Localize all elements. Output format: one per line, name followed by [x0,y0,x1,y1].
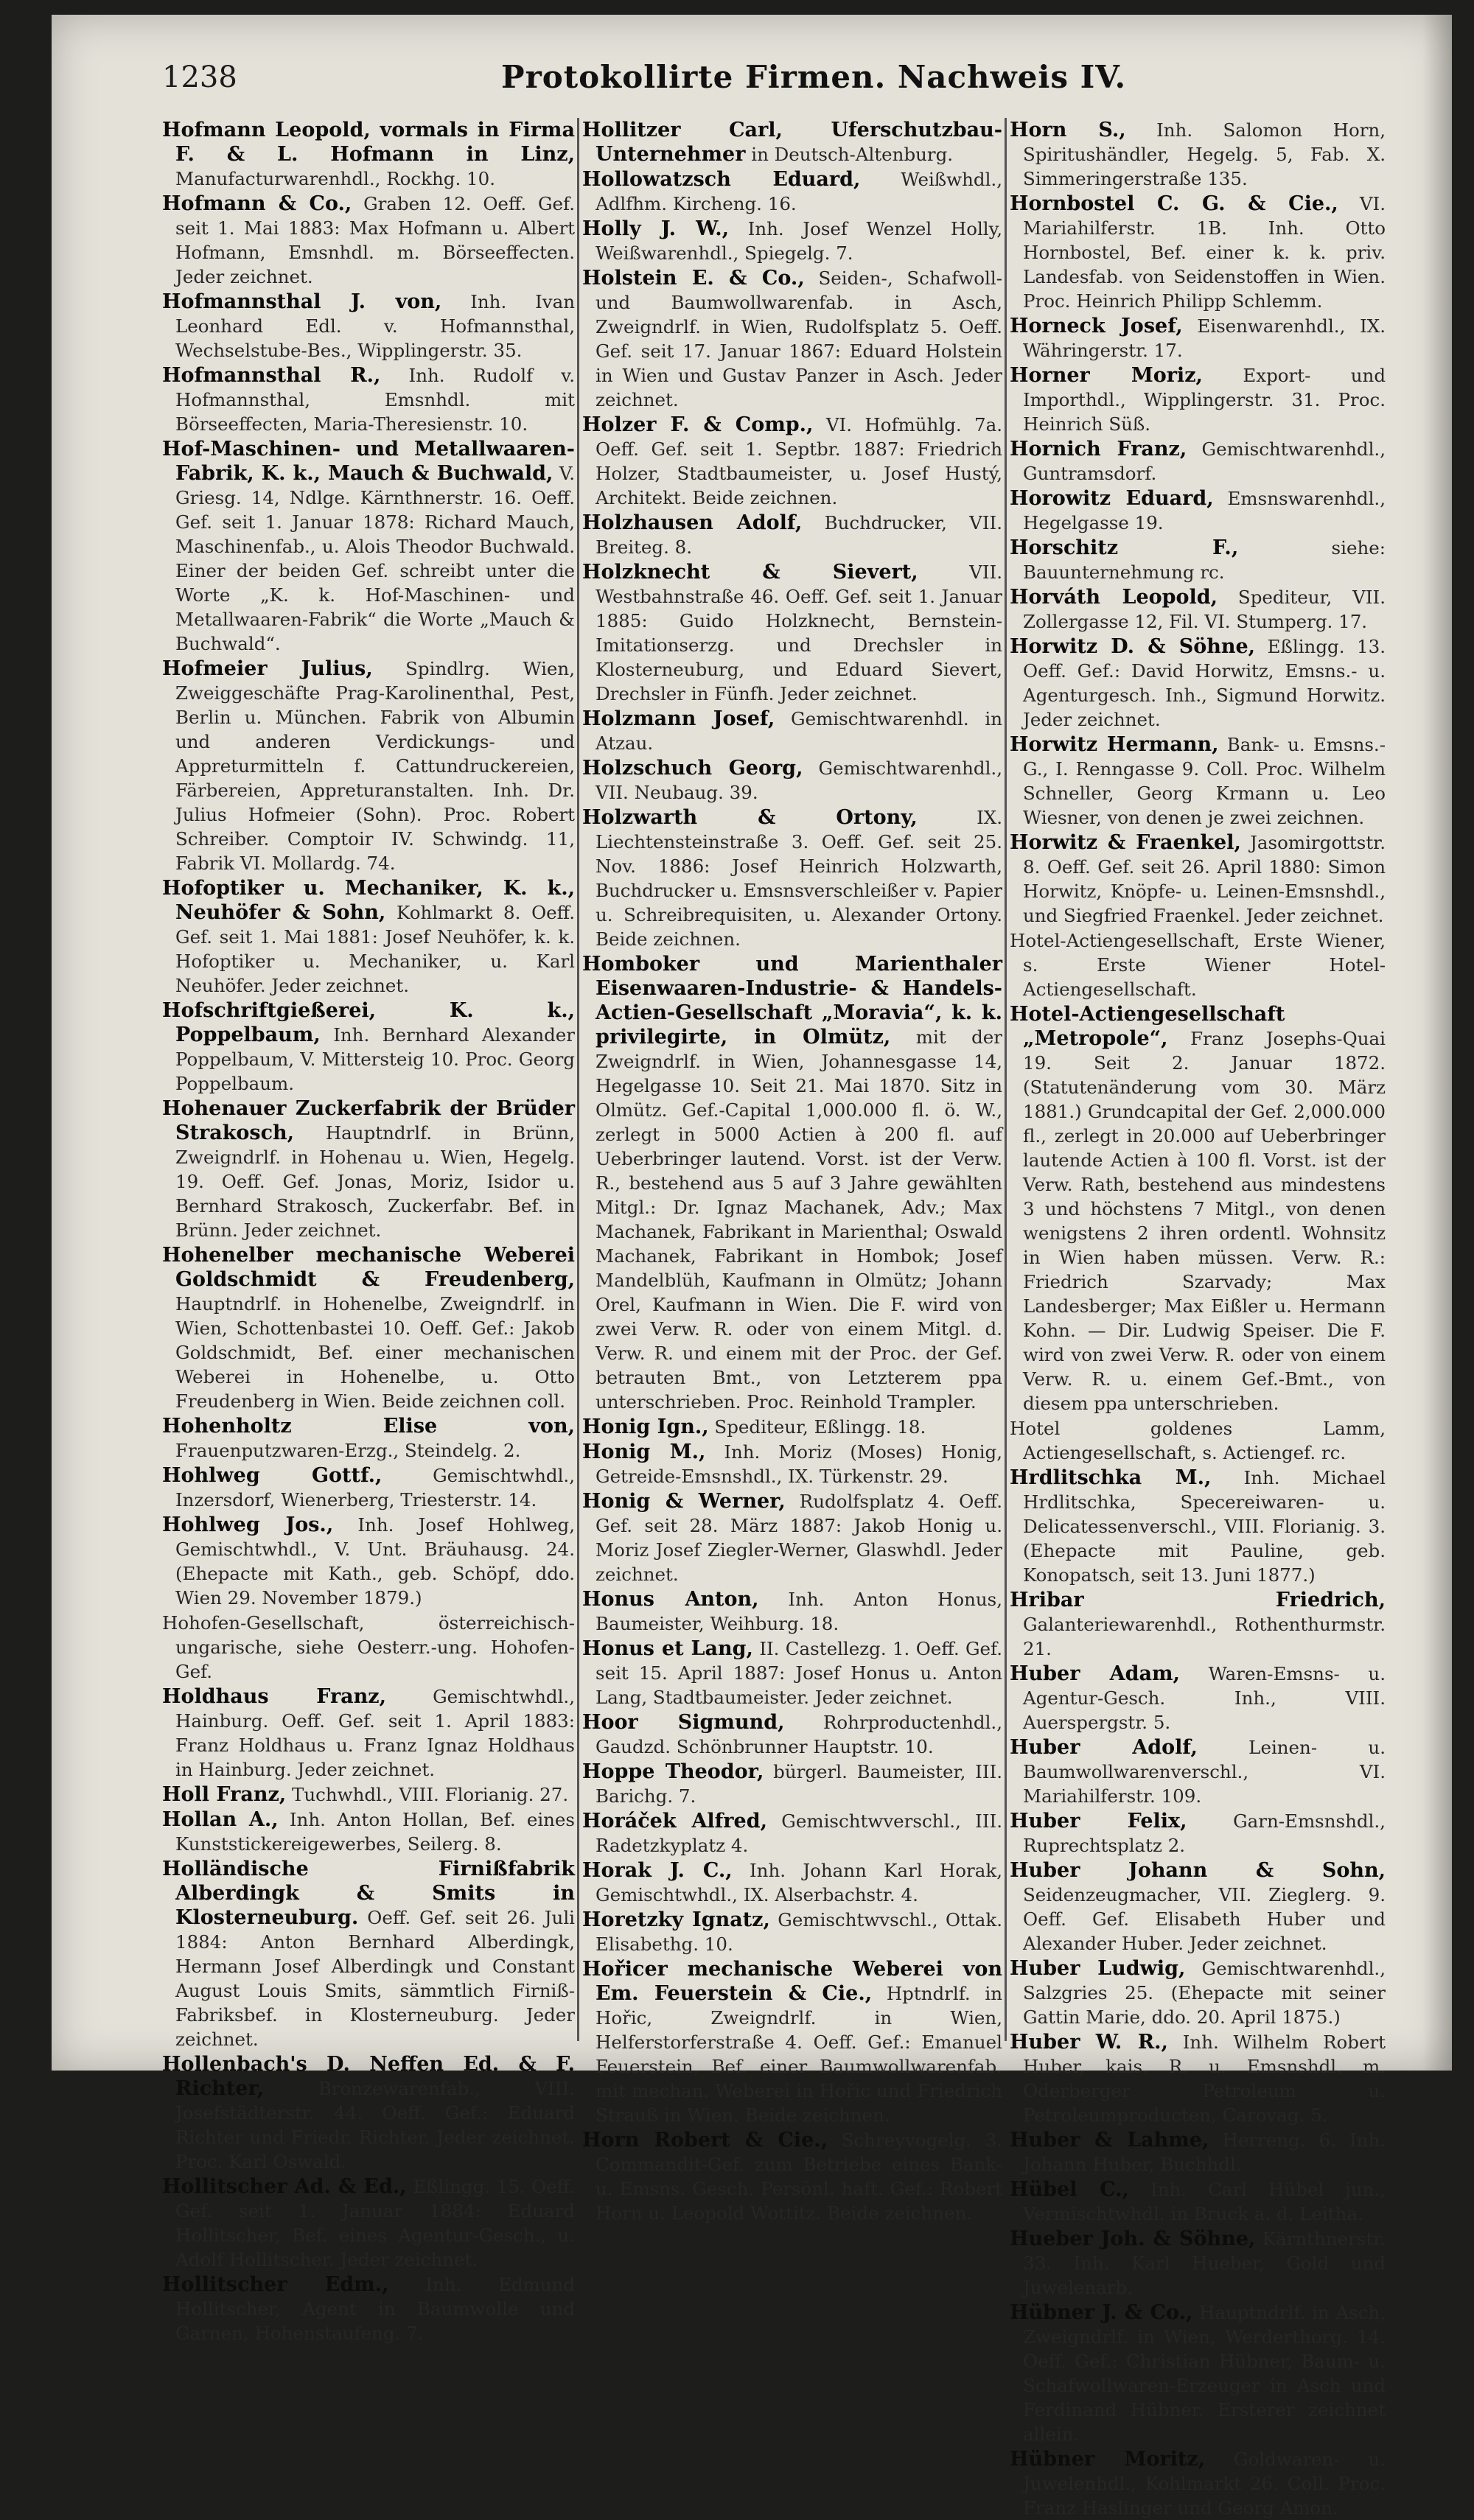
firm-name: Horwitz & Fraenkel, [1010,831,1241,854]
firm-name: Hrdlitschka M., [1010,1466,1212,1489]
directory-entry [582,217,1002,265]
directory-entry [582,756,1002,805]
firm-name: Hof-Maschinen- und Metallwaaren-Fabrik, K. k., Mauch & Buchwald, [162,438,575,485]
firm-details: Spediteur, VII. Zollergasse 12, Fil. VI. Stumperg. 17. [1023,587,1386,632]
firm-name: Hofoptiker u. Mechaniker, K. k., Neuhöfer & Sohn, [162,877,575,924]
firm-details: Seiden-, Schafwoll- und Baumwollwarenfab. in Asch, Zweigndrlf. in Wien, Rudolfsplatz 5. Oeff. Gef. seit 17. Januar 1867: Eduard Holstein in Wien und Gustav Panzer in Asch. Jeder zeichnet. [595,267,1002,410]
firm-details: Inh. Rudolf v. Hofmannsthal, Emsnhdl. mit Börseeffecten, Maria-Theresienstr. 10. [175,365,575,435]
firm-name: Horneck Josef, [1010,315,1183,337]
firm-details: Kärnthnerstr. 33. Inh. Karl Hueber, Gold und Juwelenarb. [1023,2228,1386,2298]
directory-entry [582,1637,1002,1709]
firm-name: Honus Anton, [582,1588,759,1611]
firm-details: Herreng. 6. Inh. Johann Huber, Buchhdl. [1023,2129,1386,2175]
directory-entry [162,1463,575,1512]
directory-entry [162,1684,575,1782]
directory-entry [582,1809,1002,1858]
firm-name: Horwitz D. & Söhne, [1010,635,1256,658]
firm-name: Holly J. W., [582,217,730,240]
directory-entry [162,1513,575,1610]
firm-details: Manufacturwarenhdl., Rockhg. 10. [175,168,495,189]
firm-name: Holzmann Josef, [582,707,775,730]
directory-entry [1010,2300,1386,2446]
directory-entry [582,707,1002,755]
firm-details: Galanteriewarenhdl., Rothenthurmstr. 21. [1023,1614,1386,1659]
firm-details: Hohofen-Gesellschaft, österreichisch-ungarische, siehe Oesterr.-ung. Hohofen-Gef. [162,1612,575,1682]
firm-name: Hribar Friedrich, [1010,1589,1386,1611]
directory-entry [1010,486,1386,535]
firm-details: Hptndrlf. in Hořic, Zweigndrlf. in Wien, Helferstorferstraße 4. Oeff. Gef.: Emanuel Feuerstein, Bef. einer Baumwollwarenfab. mit mechan. Weberei in Hořic und Friedrich Strauß in Wien. Beide zeichnen. [595,1983,1002,2126]
firm-name: Honig Ign., [582,1415,709,1438]
firm-details: Emsnswarenhdl., Hegelgasse 19. [1023,488,1386,533]
firm-name: Horschitz F., [1010,536,1239,559]
firm-details: Jasomirgottstr. 8. Oeff. Gef. seit 26. April 1880: Simon Horwitz, Knöpfe- u. Leinen-Emsnshdl., und Siegfried Fraenkel. Jeder zeichnet. [1023,832,1386,926]
directory-entry [582,1587,1002,1636]
directory-entry [1010,1588,1386,1661]
firm-details: VII. Westbahnstraße 46. Oeff. Gef. seit 1. Januar 1885: Guido Holzknecht, Bernstein-Imitationserzg. und Drechsler in Klosterneuburg, und Eduard Sievert, Drechsler in Fünfh. Jeder zeichnet. [595,561,1002,704]
directory-entry [582,1908,1002,1956]
firm-name: Hofmann Leopold, vormals in Firma F. & L. Hofmann in Linz, [162,119,575,166]
directory-entry [162,998,575,1096]
firm-details: Frauenputzwaren-Erzg., Steindelg. 2. [175,1440,521,1461]
firm-details: Waren-Emsns- u. Agentur-Gesch. Inh., VIII. Auerspergstr. 5. [1023,1663,1386,1733]
directory-entry [1010,118,1386,191]
page-number: 1238 [162,60,237,94]
firm-details: Export- und Importhdl., Wipplingerstr. 31. Proc. Heinrich Süß. [1023,365,1386,435]
firm-name: Holzer F. & Comp., [582,413,814,436]
firm-name: Horak J. C., [582,1859,733,1882]
directory-entry [1010,314,1386,363]
firm-name: Hübner Moritz, [1010,2448,1206,2471]
directory-entry [162,1243,575,1413]
directory-entry [582,118,1002,167]
firm-name: Hollowatzsch Eduard, [582,168,861,191]
directory-entry [1010,2447,1386,2520]
directory-entry [582,413,1002,510]
firm-details: Eisenwarenhdl., IX. Währingerstr. 17. [1023,315,1386,361]
firm-name: Horn S., [1010,119,1126,141]
directory-entry [1010,437,1386,486]
directory-entry [162,1414,575,1463]
firm-name: Huber W. R., [1010,2031,1168,2054]
firm-details: VI. Mariahilferstr. 1B. Inh. Otto Hornbostel, Bef. einer k. k. priv. Landesfab. von Seidenstoffen in Wien. Proc. Heinrich Philipp Schlemm. [1023,193,1386,312]
firm-details: Gemischtwhdl., Inzersdorf, Wienerberg, Triesterstr. 14. [175,1465,575,1511]
firm-details: Inh. Josef Hohlweg, Gemischtwhdl., V. Unt. Bräuhausg. 24. (Ehepacte mit Kath., geb. Schöpf, ddo. Wien 29. November 1879.) [175,1514,576,1609]
firm-details: Rudolfsplatz 4. Oeff. Gef. seit 28. März 1887: Jakob Honig u. Moriz Josef Ziegler-Werner, Glaswhdl. Jeder zeichnet. [595,1491,1002,1585]
firm-name: Holzknecht & Sievert, [582,561,918,584]
firm-name: Horner Moriz, [1010,364,1203,387]
firm-name: Hollitscher Ad. & Ed., [162,2175,407,2198]
page-edge-shadow [1422,15,1452,2071]
directory-entry [582,2128,1002,2225]
directory-entry [1010,585,1386,634]
directory-entry [1010,1662,1386,1735]
firm-name: Hofmannsthal J. von, [162,290,442,313]
firm-details: Oeff. Gef. seit 26. Juli 1884: Anton Bernhard Alberdingk, Hermann Josef Alberdingk und Constant August Louis Smits, sämmtlich Firniß-Fabriksbef. in Klosterneuburg. Jeder zeichnet. [175,1907,575,2050]
firm-name: Holländische Firnißfabrik Alberdingk & Smits in Klosterneuburg. [162,1858,575,1929]
firm-details: Bank- u. Emsns.-G., I. Renngasse 9. Coll. Proc. Wilhelm Schneller, Georg Krmann u. Leo Wiesner, von denen je zwei zeichnen. [1023,734,1386,828]
firm-name: Hollenbach's D. Neffen Ed. & F. Richter, [162,2053,575,2100]
firm-details: Inh. Anton Honus, Baumeister, Weihburg. 18. [595,1589,1002,1634]
firm-details: VI. Hofmühlg. 7a. Oeff. Gef. seit 1. Septbr. 1887: Friedrich Holzer, Stadtbaumeister, u. Josef Hustý, Architekt. Beide zeichnen. [595,414,1002,508]
firm-details: Gemischtwverschl., III. Radetzkyplatz 4. [595,1810,1002,1856]
directory-entry [1010,1002,1386,1415]
directory-entry [162,2174,575,2272]
directory-entry [1010,1809,1386,1858]
firm-details: Franz Josephs-Quai 19. Seit 2. Januar 1872. (Statutenänderung vom 30. März 1881.) Grundcapital der Gef. 2,000.000 fl., zerlegt in 20.000 auf Ueberbringer lautende Actien à 100 fl. Vorst. ist der Verw. Rath, bestehend aus mindestens 3 und höchstens 7 Mitgl., von denen wenigstens 2 ihren ordentl. Wohnsitz in Wien haben müssen. Verw. R.: Friedrich Szarvady; Max Landesberger; Max Eißler u. Hermann Kohn. — Dir. Ludwig Speiser. Die F. wird von zwei Verw. R. oder von einem Verw. R. u. einem Gef.-Bmt., von diesem ppa unterschrieben. [1023,1028,1386,1414]
directory-entry [1010,192,1386,313]
firm-name: Holstein E. & Co., [582,267,805,290]
firm-details: Hauptndrlf. in Hohenelbe, Zweigndrlf. in Wien, Schottenbastei 10. Oeff. Gef.: Jakob Goldschmidt, Bef. einer mechanischen Weberei in Hohenelbe, u. Otto Freudenberg in Wien. Beide zeichnen coll. [175,1293,575,1412]
firm-details: Garn-Emsnshdl., Ruprechtsplatz 2. [1023,1810,1386,1856]
firm-details: Gemischtwarenhdl. in Atzau. [595,708,1002,754]
firm-name: Horáček Alfred, [582,1810,767,1833]
firm-name: Hornbostel C. G. & Cie., [1010,192,1338,215]
firm-name: Holzwarth & Ortony, [582,806,918,829]
directory-entry [162,876,575,998]
firm-details: Seidenzeugmacher, VII. Zieglerg. 9. Oeff. Gef. Elisabeth Huber und Alexander Huber. Jeder zeichnet. [1023,1884,1386,1954]
firm-details: Rohrproductenhdl., Gaudzd. Schönbrunner Hauptstr. 10. [595,1712,1002,1757]
firm-details: Kohlmarkt 8. Oeff. Gef. seit 1. Mai 1881: Josef Neuhöfer, k. k. Hofoptiker u. Mechaniker, u. Karl Neuhöfer. Jeder zeichnet. [175,902,575,996]
firm-name: Hübel C., [1010,2178,1129,2201]
directory-entry [582,1489,1002,1586]
directory-entry [1010,1735,1386,1808]
firm-name: Holzhausen Adolf, [582,511,803,534]
firm-name: Hübner J. & Co., [1010,2301,1193,2324]
directory-entry [582,266,1002,412]
directory-entry [162,192,575,289]
directory-entry [1010,2227,1386,2300]
directory-entry [162,1807,575,1856]
firm-details: Weißwhdl., Adlfhm. Kircheng. 16. [595,169,1002,214]
firm-name: Hohlweg Gottf., [162,1464,383,1487]
firm-name: Hohenholtz Elise von, [162,1415,575,1438]
firm-name: Hofschriftgießerei, K. k., Poppelbaum, [162,999,575,1046]
firm-name: Holl Franz, [162,1783,287,1806]
directory-entry [582,1957,1002,2127]
firm-details: Leinen- u. Baumwollwarenverschl., VI. Mariahilferstr. 109. [1023,1737,1386,1807]
firm-details: Inh. Bernhard Alexander Poppelbaum, V. Mittersteig 10. Proc. Georg Poppelbaum. [175,1024,575,1094]
firm-name: Honus et Lang, [582,1637,753,1660]
firm-name: Homboker und Marienthaler Eisenwaaren-Industrie- & Handels-Actien-Gesellschaft „Moravia“, k. k. privilegirte, in Olmütz, [582,953,1002,1049]
directory-entry [162,1096,575,1242]
firm-name: Hoor Sigmund, [582,1711,785,1734]
firm-name: Hofmannsthal R., [162,364,381,387]
directory-entry [582,805,1002,951]
directory-entry [162,1782,575,1807]
firm-details: Inh. Johann Karl Horak, Gemischtwhdl., IX. Alserbachstr. 4. [595,1860,1002,1905]
directory-entry [162,1857,575,2051]
firm-details: II. Castellezg. 1. Oeff. Gef. seit 15. April 1887: Josef Honus u. Anton Lang, Stadtbaumeister. Jeder zeichnet. [595,1638,1003,1708]
firm-name: Hohenauer Zuckerfabrik der Brüder Strakosch, [162,1097,575,1144]
firm-name: Huber Johann & Sohn, [1010,1859,1386,1882]
column-1 [162,118,576,2344]
directory-entry [582,167,1002,216]
firm-name: Hollan A., [162,1808,279,1831]
directory-entry [582,511,1002,559]
column-divider [1005,118,1007,2041]
firm-details: Spediteur, Eßlingg. 18. [714,1416,926,1438]
firm-name: Horn Robert & Cie., [582,2129,828,2152]
firm-name: Holdhaus Franz, [162,1685,387,1708]
directory-entry [1010,2128,1386,2177]
firm-name: Hofmeier Julius, [162,657,373,680]
directory-entry [1010,363,1386,436]
directory-columns [162,118,1386,2519]
firm-name: Horwitz Hermann, [1010,733,1219,756]
firm-name: Hotel-Actiengesellschaft „Metropole“, [1010,1003,1285,1050]
firm-details: Eßlingg. 15. Oeff. Gef. seit 1. Januar 1884: Eduard Hollitscher, Bef. eines Agentur-Gesch., u. Adolf Hollitscher. Jeder zeichnet. [175,2176,575,2270]
directory-entry [1010,634,1386,732]
firm-name: Honig & Werner, [582,1490,786,1513]
firm-details: Gemischtwarenhdl., Salzgries 25. (Ehepacte mit seiner Gattin Marie, ddo. 20. April 1875.) [1023,1958,1386,2028]
directory-entry [162,2272,575,2345]
directory-entry [582,1440,1002,1488]
firm-details: Gemischtwarenhdl., Guntramsdorf. [1023,438,1386,484]
directory-entry [582,952,1002,1414]
directory-entry [1010,536,1386,584]
firm-name: Horváth Leopold, [1010,586,1218,609]
firm-name: Horetzky Ignatz, [582,1908,770,1931]
firm-details: Inh. Salomon Horn, Spiritushändler, Hegelg. 5, Fab. X. Simmeringerstraße 135. [1023,119,1386,189]
directory-entry [582,1858,1002,1907]
firm-details: Inh. Wilhelm Robert Huber, kais. R. u. Emsnshdl. m. Oderberger Petroleum u. Petroleumproducten, Carovag. 5. [1023,2031,1386,2126]
firm-details: Gemischtwhdl., Hainburg. Oeff. Gef. seit 1. April 1883: Franz Holdhaus u. Franz Ignaz Holdhaus in Hainburg. Jeder zeichnet. [175,1686,575,1780]
directory-entry [162,118,575,191]
firm-details: Inh. Ivan Leonhard Edl. v. Hofmannsthal, Wechselstube-Bes., Wipplingerstr. 35. [175,291,576,361]
column-2 [582,118,1003,2224]
directory-entry [1010,830,1386,928]
page-title: Protokollirte Firmen. Nachweis IV. [501,59,1127,95]
firm-name: Huber & Lahme, [1010,2129,1209,2152]
firm-details: bürgerl. Baumeister, III. Barichg. 7. [595,1761,1002,1807]
firm-name: Hoppe Theodor, [582,1760,764,1783]
firm-details: Inh. Michael Hrdlitschka, Specereiwaren- u. Delicatessenverschl., VIII. Florianig. 3. (Ehepacte mit Pauline, geb. Konopatsch, seit 13. Juni 1877.) [1023,1467,1386,1586]
directory-entry [1010,928,1386,1001]
directory-entry [1010,1858,1386,1956]
firm-name: Huber Adolf, [1010,1736,1198,1759]
firm-details: Inh. Anton Hollan, Bef. eines Kunststickereigewerbes, Seilerg. 8. [175,1809,576,1855]
firm-details: Bronzewarenfab., VIII. Josefstädterstr. 44. Oeff. Gef.: Eduard Richter und Friedr. Richter. Jeder zeichnet. Proc. Karl Oswald. [175,2078,575,2172]
firm-details: Graben 12. Oeff. Gef. seit 1. Mai 1883: Max Hofmann u. Albert Hofmann, Emsnhdl. m. Börseeffecten. Jeder zeichnet. [175,193,575,287]
scanned-page [52,15,1452,2519]
directory-entry [582,1760,1002,1808]
firm-details: Inh. Edmund Hollitscher, Agent in Baumwolle und Garnen, Hohenstaufeng. 7. [175,2274,575,2344]
firm-details: Inh. Moriz (Moses) Honig, Getreide-Emsnshdl., IX. Türkenstr. 29. [595,1441,1002,1487]
firm-name: Hollitscher Edm., [162,2273,389,2296]
firm-details: IX. Liechtensteinstraße 3. Oeff. Gef. seit 25. Nov. 1886: Josef Heinrich Holzwarth, Buchdrucker u. Emsnsverschleißer v. Papier u. Schreibrequisiten, u. Alexander Ortony. Beide zeichnen. [595,807,1002,950]
firm-details: Gemischtwvschl., Ottak. Elisabethg. 10. [595,1909,1002,1955]
directory-entry [1010,1416,1386,1465]
firm-details: Inh. Josef Wenzel Holly, Weißwarenhdl., Spiegelg. 7. [595,218,1002,264]
firm-details: Schreyvogelg. 3. Commandit-Gef. zum Betriebe eines Bank- u. Emsns. Gesch. Persönl. haft. Gef.: Robert Horn u. Leopold Wottitz. Beide zeichnen. [595,2129,1002,2224]
firm-details: siehe: Bauunternehmung rc. [1023,537,1386,583]
firm-name: Hofmann & Co., [162,192,352,215]
firm-name: Huber Adam, [1010,1662,1180,1685]
firm-name: Horowitz Eduard, [1010,487,1214,510]
column-divider [577,118,579,2041]
firm-details: Goldwaren- u. Juwelenhdl., Kohlmarkt 26. Coll. Proc. Franz Haslinger und Georg Amon. [1023,2449,1386,2519]
directory-entry [1010,732,1386,830]
firm-name: Hollitzer Carl, Uferschutzbau-Unternehmer [582,119,1002,166]
directory-entry [162,2052,575,2174]
firm-details: Buchdrucker, VII. Breiteg. 8. [595,512,1002,558]
firm-details: Hauptndrlf. in Brünn, Zweigndrlf. in Hohenau u. Wien, Hegelg. 19. Oeff. Gef. Jonas, Moriz, Isidor u. Bernhard Strakosch, Zuckerfabr. Bef. in Brünn. Jeder zeichnet. [175,1122,575,1241]
firm-details: in Deutsch-Altenburg. [751,144,954,165]
firm-name: Hueber Joh. & Söhne, [1010,2227,1256,2250]
directory-entry [582,1710,1002,1759]
directory-entry [162,363,575,436]
directory-entry [1010,2030,1386,2127]
directory-entry [162,437,575,656]
firm-name: Hohenelber mechanische Weberei Goldschmidt & Freudenberg, [162,1244,575,1291]
firm-details: V. Griesg. 14, Ndlge. Kärnthnerstr. 16. Oeff. Gef. seit 1. Januar 1878: Richard Mauch, Maschinenfab., u. Alois Theodor Buchwald. Einer der beiden Gef. schreibt unter die Worte „K. k. Hof-Maschinen- und Metallwaaren-Fabrik“ die Worte „Mauch & Buchwald“. [175,463,575,654]
directory-entry [1010,2177,1386,2226]
firm-name: Hohlweg Jos., [162,1513,334,1536]
page-header [162,60,1386,112]
firm-details: Eßlingg. 13. Oeff. Gef.: David Horwitz, Emsns.- u. Agenturgesch. Inh., Sigmund Horwitz. Jeder zeichnet. [1023,636,1386,730]
firm-details: Hauptndrlf. in Asch, Zweigndrlf. in Wien, Werderthorg. 14. Oeff. Gef.: Christian Hübner, Baum- u. Schafwollwaren-Erzeuger in Asch und Ferdinand Hübner. Ersterer zeichnet allein. [1023,2302,1386,2445]
directory-entry [162,290,575,363]
directory-entry [162,657,575,875]
directory-entry [582,1415,1002,1439]
directory-entry [582,560,1002,706]
column-3 [1010,118,1386,2519]
firm-name: Huber Ludwig, [1010,1957,1186,1980]
firm-details: Hotel goldenes Lamm, Actiengesellschaft, s. Actiengef. rc. [1010,1418,1386,1463]
directory-entry [162,1611,575,1684]
firm-details: mit der Zweigndrlf. in Wien, Johannesgasse 14, Hegelgasse 10. Seit 21. Mai 1870. Sitz in Olmütz. Gef.-Capital 1,000.000 fl. ö. W., zerlegt in 5000 Actien à 200 fl. auf Ueberbringer lautend. Vorst. ist der Verw. R., bestehend aus 5 auf 3 Jahre gewählten Mitgl.: Dr. Ignaz Machanek, Adv.; Max Machanek, Fabrikant in Marienthal; Oswald Machanek, Fabrikant in Hombok; Josef Mandelblüh, Kaufmann in Olmütz; Johann Orel, Kaufmann in Wien. Die F. wird von zwei Verw. R. oder von einem Mitgl. d. Verw. R. und einem mit der Proc. der Gef. betrauten Bmt., von Letzterem ppa unterschrieben. Proc. Reinhold Trampler. [595,1026,1002,1413]
firm-details: Inh. Carl Hübel jun., Vermischtwhdl. in Bruck a. d. Leitha. [1023,2179,1386,2225]
firm-details: Tuchwhdl., VIII. Florianig. 27. [292,1784,569,1805]
firm-name: Hořicer mechanische Weberei von Em. Feuerstein & Cie., [582,1958,1002,2005]
directory-entry [1010,1956,1386,2029]
firm-name: Huber Felix, [1010,1810,1187,1833]
firm-details: Spindlrg. Wien, Zweiggeschäfte Prag-Karolinenthal, Pest, Berlin u. München. Fabrik von Albumin und anderen Verdickungs- und Appreturmitteln f. Cattundruckereien, Färbereien, Appreturanstalten. Inh. Dr. Julius Hofmeier (Sohn). Proc. Robert Schreiber. Comptoir IV. Schwindg. 11, Fabrik VI. Mollardg. 74. [175,658,575,874]
firm-details: Hotel-Actiengesellschaft, Erste Wiener, s. Erste Wiener Hotel-Actiengesellschaft. [1010,930,1386,1000]
firm-name: Holzschuch Georg, [582,757,803,780]
firm-details: Gemischtwarenhdl., VII. Neubaug. 39. [595,757,1002,803]
firm-name: Honig M., [582,1441,706,1463]
firm-name: Hornich Franz, [1010,438,1187,461]
directory-entry [1010,1466,1386,1587]
